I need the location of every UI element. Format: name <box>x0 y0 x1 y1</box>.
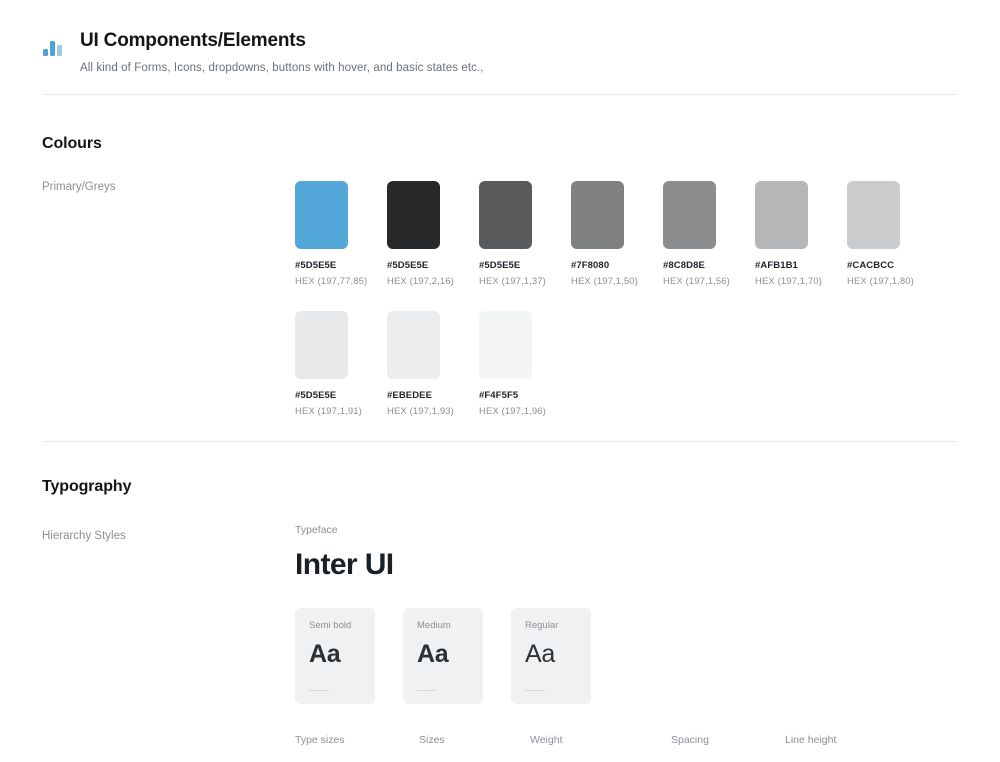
header-text-block <box>80 26 484 74</box>
swatch-meta: HEX (197,1,93) <box>387 406 454 417</box>
weight-card-underline <box>417 690 437 692</box>
colours-section-title: Colours <box>42 135 102 152</box>
swatch-hex: #EBEDEE <box>387 390 433 401</box>
weight-card-label: Medium <box>417 620 451 631</box>
colour-swatch[interactable] <box>755 181 833 287</box>
typography-body <box>42 524 958 746</box>
swatch-meta: HEX (197,1,50) <box>571 276 638 287</box>
weight-card-underline <box>309 690 329 692</box>
weight-card-sample: Aa <box>525 640 555 668</box>
weight-cards <box>295 608 958 704</box>
colour-swatch[interactable] <box>571 181 649 287</box>
swatch-hex: #F4F5F5 <box>479 390 519 401</box>
weight-card-label: Regular <box>525 620 559 631</box>
weight-card-underline <box>525 690 545 692</box>
column-header-type-sizes: Type sizes <box>295 734 345 746</box>
swatch-chip[interactable] <box>755 181 808 249</box>
swatch-hex: #8C8D8E <box>663 260 705 271</box>
swatch-hex: #7F8080 <box>571 260 610 271</box>
weight-card-regular[interactable] <box>511 608 591 704</box>
colour-swatch[interactable] <box>479 311 557 417</box>
swatch-chip[interactable] <box>479 181 532 249</box>
swatch-meta: HEX (197,1,37) <box>479 276 546 287</box>
swatch-chip[interactable] <box>663 181 716 249</box>
column-header-line-height: Line height <box>785 734 837 746</box>
weight-card-sample: Aa <box>417 640 449 668</box>
colour-swatch[interactable] <box>295 181 373 287</box>
swatch-hex: #AFB1B1 <box>755 260 798 271</box>
swatch-chip[interactable] <box>847 181 900 249</box>
swatch-chip[interactable] <box>479 311 532 379</box>
page-header <box>0 0 1000 94</box>
swatch-chip[interactable] <box>295 181 348 249</box>
swatch-meta: HEX (197,1,96) <box>479 406 546 417</box>
colour-swatch[interactable] <box>387 311 465 417</box>
typography-section <box>0 442 1000 746</box>
swatch-hex: #5D5E5E <box>295 390 337 401</box>
swatch-hex: #5D5E5E <box>295 260 337 271</box>
swatch-chip[interactable] <box>387 181 440 249</box>
swatch-chip[interactable] <box>295 311 348 379</box>
column-header-spacing: Spacing <box>671 734 709 746</box>
swatch-hex: #CACBCC <box>847 260 895 271</box>
swatch-chip[interactable] <box>387 311 440 379</box>
swatch-meta: HEX (197,1,56) <box>663 276 730 287</box>
page-subtitle: All kind of Forms, Icons, dropdowns, buttons with hover, and basic states etc., <box>80 62 484 74</box>
weight-card-semibold[interactable] <box>295 608 375 704</box>
swatch-hex: #5D5E5E <box>387 260 429 271</box>
column-header-weight: Weight <box>530 734 563 746</box>
colour-swatch[interactable] <box>387 181 465 287</box>
swatch-meta: HEX (197,2,16) <box>387 276 454 287</box>
swatch-meta: HEX (197,77,85) <box>295 276 368 287</box>
weight-card-label: Semi bold <box>309 620 352 631</box>
bar-chart-logo-icon <box>42 36 68 62</box>
colour-swatch[interactable] <box>663 181 741 287</box>
type-scale-table-header <box>295 734 958 746</box>
colour-swatch[interactable] <box>847 181 925 287</box>
colour-swatch-grid <box>295 181 958 441</box>
colour-swatch[interactable] <box>479 181 557 287</box>
weight-card-medium[interactable] <box>403 608 483 704</box>
colour-swatch[interactable] <box>295 311 373 417</box>
typeface-label: Typeface <box>295 524 338 536</box>
typography-section-title: Typography <box>42 478 132 495</box>
colours-row-label: Primary/Greys <box>42 181 116 193</box>
swatch-meta: HEX (197,1,80) <box>847 276 914 287</box>
colours-section <box>0 95 1000 441</box>
column-header-sizes: Sizes <box>419 734 445 746</box>
typography-content <box>295 524 958 746</box>
weight-card-sample: Aa <box>309 640 341 668</box>
swatch-chip[interactable] <box>571 181 624 249</box>
typography-row-label: Hierarchy Styles <box>42 530 126 542</box>
page-title: UI Components/Elements <box>80 30 306 51</box>
swatch-meta: HEX (197,1,70) <box>755 276 822 287</box>
typeface-name: Inter UI <box>295 548 394 581</box>
swatch-meta: HEX (197,1,91) <box>295 406 362 417</box>
swatch-hex: #5D5E5E <box>479 260 521 271</box>
